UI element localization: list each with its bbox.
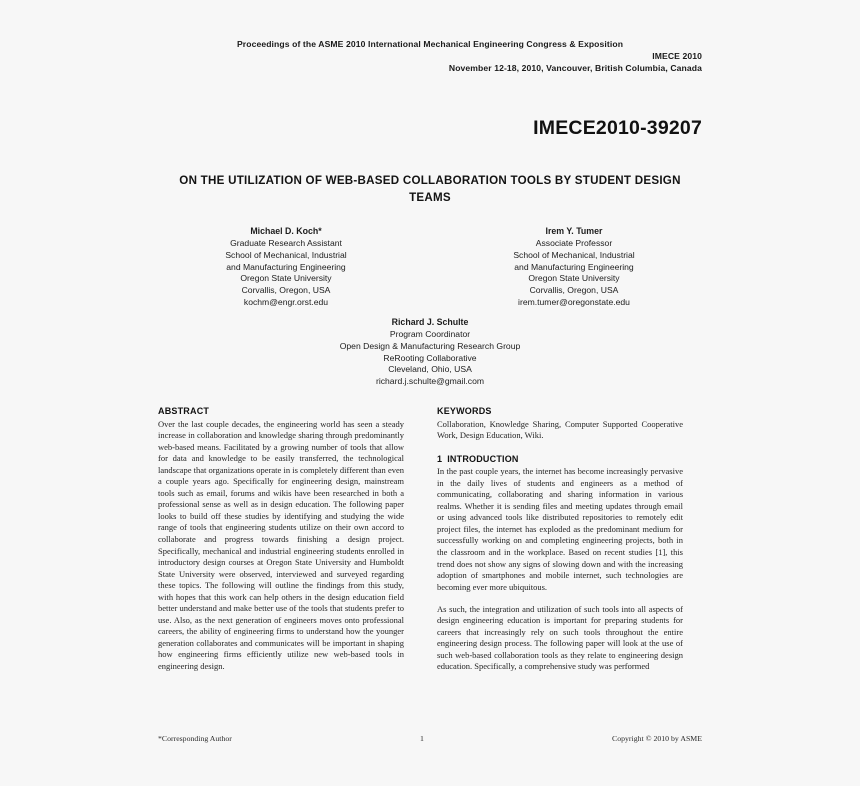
corresponding-author-note: *Corresponding Author <box>158 734 232 743</box>
author-email[interactable]: richard.j.schulte@gmail.com <box>375 376 485 387</box>
author-organization: Oregon State University <box>528 273 620 284</box>
page-footer <box>158 734 702 743</box>
running-head-line-3: November 12-18, 2010, Vancouver, British Columbia, Canada <box>448 63 702 74</box>
keywords-heading: KEYWORDS <box>437 406 492 416</box>
author-email[interactable]: kochm@engr.orst.edu <box>243 296 329 307</box>
author-name: Irem Y. Tumer <box>545 226 603 236</box>
author-role: Associate Professor <box>535 238 613 249</box>
author-name: Richard J. Schulte <box>391 317 469 327</box>
author-block-3 <box>158 317 702 388</box>
page-number: 1 <box>419 734 424 743</box>
author-name: Michael D. Koch* <box>250 226 322 236</box>
column-left <box>158 406 404 673</box>
author-role: Graduate Research Assistant <box>230 238 342 249</box>
introduction-paragraph-1: In the past couple years, the internet has become increasingly pervasive in the daily lives of students and engineers as a method of communicating, collaborating and sharing information in various realms. Whether it is sending files and meeting updates through email or using advanced tools like distributed repositories to remotely edit project files, the internet has exploded as the predominant medium for successfully working on and completing engineering projects, both in the classroom and in the workplace. Based on recent studies [1], this trend does not show any signs of slowing down and with the increasing adoption of smartphones and mobile internet, such technologies are becoming ever more ubiquitous. <box>437 466 683 592</box>
abstract-body: Over the last couple decades, the engineering world has seen a steady increase in collaboration and knowledge sharing through predominantly web-based means. Facilitated by a growing number of tools that allow for data and knowledge to be easily transferred, the technological landscape that organizations operate in is completely different than even a couple years ago. Specifically for engineering design, mainstream tools such as email, forums and wikis have been researched in both a professional sense as well as in design education. The following paper looks to build off these studies by identifying and studying the wide range of tools that engineering students utilize on their own accord to collaborate and progress towards finishing a design project. Specifically, mechanical and industrial engineering students enrolled in introductory design courses at Oregon State University and Humboldt State University were observed, interviewed and surveyed regarding these topics. The following will outline the findings from this study, with hopes that this work can help others in the design education field better understand and make better use of the tools that students prefer to use. Also, as the next generation of engineers moves onto professional careers, the ability of engineering firms to understand how the younger generation collaborates and communicates will be important in shaping how engineering firms efficiently utilize new web-based tools in engineering design. <box>158 418 404 672</box>
author-email[interactable]: irem.tumer@oregonstate.edu <box>518 296 630 307</box>
introduction-heading-label: INTRODUCTION <box>447 453 519 464</box>
author-location: Cleveland, Ohio, USA <box>388 364 472 375</box>
author-affiliation-line-2: and Manufacturing Engineering <box>514 261 634 272</box>
introduction-section-number: 1 <box>437 453 443 464</box>
paper-number: IMECE2010-39207 <box>533 117 702 139</box>
author-organization: Oregon State University <box>240 273 332 284</box>
running-head-line-1: Proceedings of the ASME 2010 International Mechanical Engineering Congress & Exposition <box>236 39 624 49</box>
author-affiliation-line-2: and Manufacturing Engineering <box>226 261 346 272</box>
introduction-paragraph-2: As such, the integration and utilization of such tools into all aspects of design engineering education is important for preparing students for careers that increasingly rely on such tools throughout the entire engineering design process. The following paper will look at the use of such web-based collaboration tools as they relate to engineering design education. Specifically, a comprehensive study was performed <box>437 603 683 672</box>
column-right <box>437 406 683 673</box>
author-affiliation-line-1: Open Design & Manufacturing Research Group <box>339 340 521 351</box>
author-affiliation-line-2: ReRooting Collaborative <box>383 352 477 363</box>
author-affiliation-line-1: School of Mechanical, Industrial <box>513 249 635 260</box>
introduction-heading <box>437 454 683 466</box>
running-head <box>158 38 702 75</box>
author-block-1 <box>158 226 414 308</box>
author-location: Corvallis, Oregon, USA <box>529 285 619 296</box>
author-role: Program Coordinator <box>389 329 471 340</box>
author-row <box>158 226 702 308</box>
author-block-2 <box>446 226 702 308</box>
author-affiliation-line-1: School of Mechanical, Industrial <box>225 249 347 260</box>
abstract-heading: ABSTRACT <box>158 406 210 416</box>
running-head-line-2: IMECE 2010 <box>652 51 702 62</box>
keywords-body: Collaboration, Knowledge Sharing, Computer Supported Cooperative Work, Design Education, Wiki. <box>437 418 683 441</box>
author-location: Corvallis, Oregon, USA <box>241 285 331 296</box>
page-title: ON THE UTILIZATION OF WEB-BASED COLLABORATION TOOLS BY STUDENT DESIGN TEAMS <box>179 174 681 204</box>
copyright-notice: Copyright © 2010 by ASME <box>612 734 702 743</box>
